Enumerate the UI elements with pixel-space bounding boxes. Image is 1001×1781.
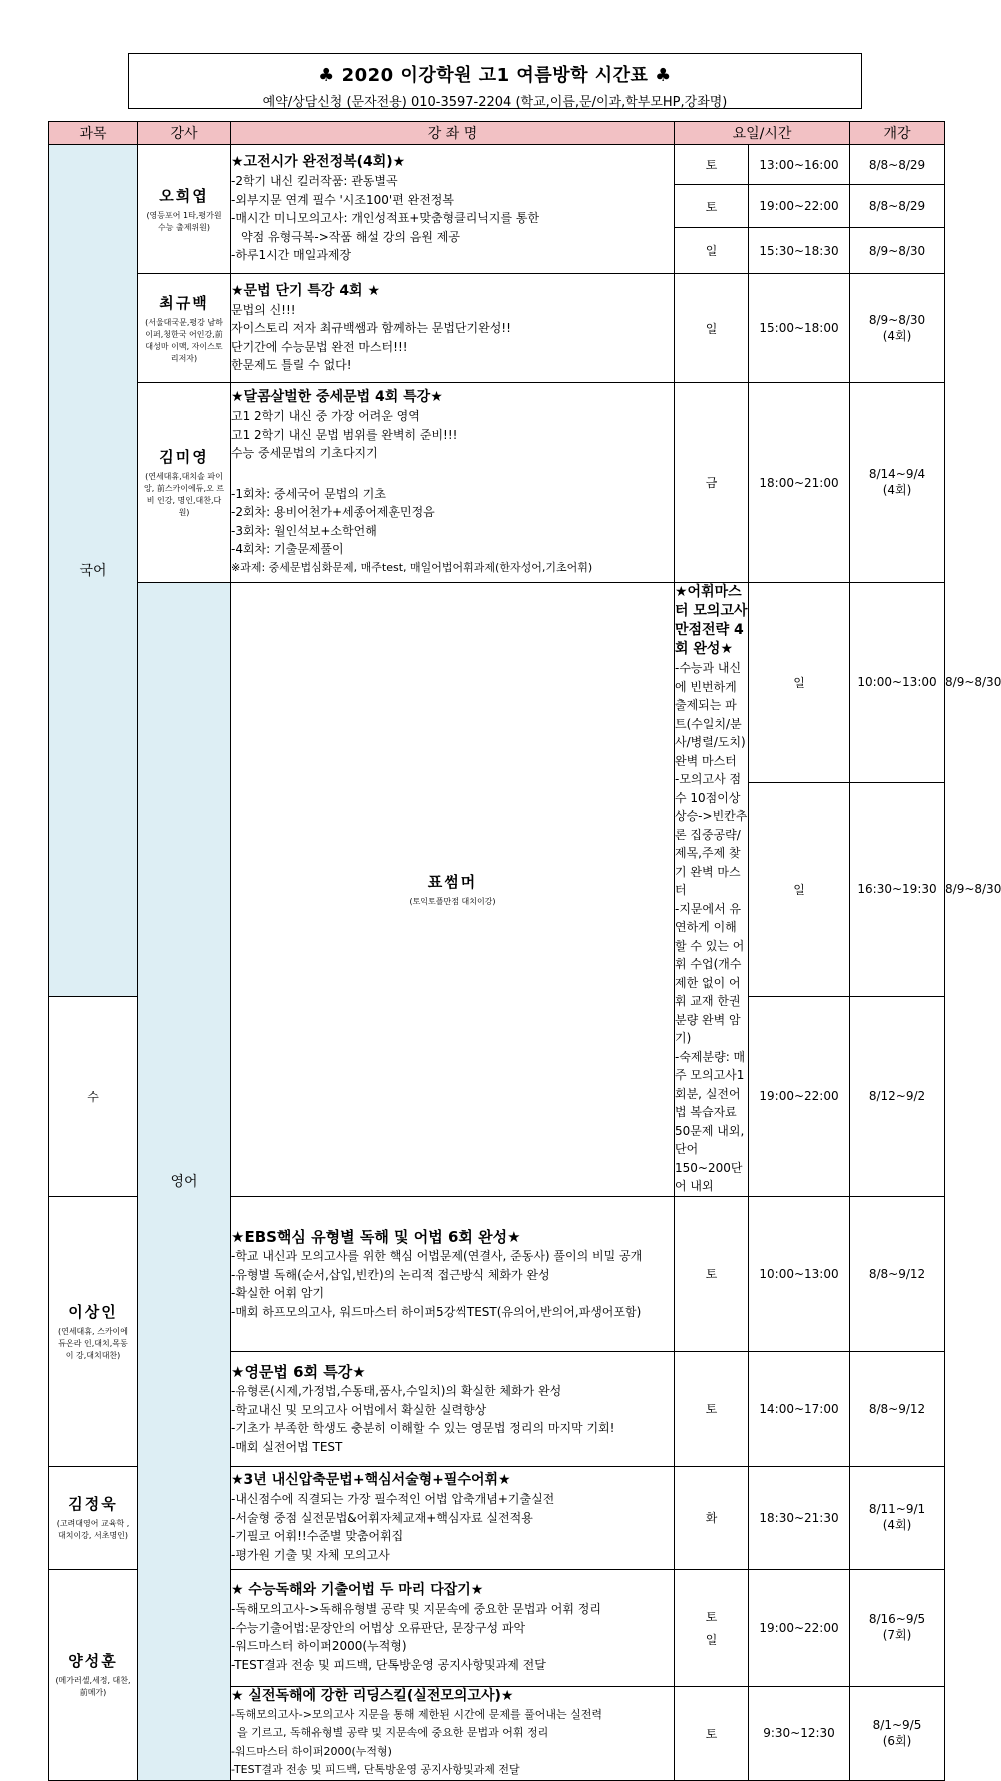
teacher-desc: (고려대영어 교육학 ,대치이강, 서초명인) bbox=[56, 1519, 130, 1540]
day-cell: 토 bbox=[675, 185, 749, 228]
period-range: 8/1~9/5 bbox=[872, 1717, 922, 1732]
period-cell: 8/8~9/12 bbox=[850, 1351, 945, 1466]
period-cell: 8/12~9/2 bbox=[850, 996, 945, 1196]
course-line: 약점 유형극복->작품 해설 강의 음원 제공 bbox=[241, 229, 460, 244]
col-header-daytime: 요일/시간 bbox=[675, 122, 850, 145]
time-cell: 10:00~13:00 bbox=[850, 583, 945, 783]
course-cell bbox=[231, 383, 675, 583]
teacher-cell bbox=[138, 274, 231, 383]
teacher-cell bbox=[49, 1569, 138, 1780]
course-line: -워드마스터 하이퍼2000(누적형) bbox=[231, 1639, 407, 1653]
course-line: -TEST결과 전송 및 피드백, 단톡방운영 공지사항및과제 전달 bbox=[231, 1763, 520, 1776]
course-line: -2회차: 용비어천가+세종어제훈민정음 bbox=[231, 505, 435, 519]
course-line: 고1 2학기 내신 중 가장 어려운 영역 bbox=[231, 409, 420, 423]
course-title: ★고전시가 완전정복(4회)★ bbox=[231, 154, 406, 171]
schedule-table bbox=[48, 121, 1001, 1781]
period-range: 8/11~9/1 bbox=[868, 1502, 926, 1516]
course-line: ※과제: 중세문법심화문제, 매주test, 매일어법어휘과제(한자성어,기초어휘) bbox=[231, 560, 593, 574]
course-line: -TEST결과 전송 및 피드백, 단톡방운영 공지사항및과제 전달 bbox=[231, 1657, 546, 1672]
period-cell bbox=[850, 1686, 945, 1780]
course-line: -숙제분량: 매주 모의고사1회분, 실전어법 복습자료 50문제 내외, 단어 150~200단어 내외 bbox=[675, 1049, 746, 1193]
teacher-name: 김정욱 bbox=[68, 1495, 118, 1513]
course-line: 을 기르고, 독해유형별 공략 및 지문속에 중요한 문법과 어휘 정리 bbox=[237, 1726, 549, 1739]
teacher-name: 이상인 bbox=[68, 1302, 118, 1321]
course-line: 자이스토리 저자 최규백쌤과 함께하는 문법단기완성!! bbox=[231, 321, 511, 335]
time-cell: 19:00~22:00 bbox=[749, 185, 850, 228]
time-cell: 16:30~19:30 bbox=[850, 782, 945, 996]
course-title: ★달콤살벌한 중세문법 4회 특강★ bbox=[231, 389, 443, 405]
page-title: ♣ 2020 이강학원 고1 여름방학 시간표 ♣ bbox=[318, 65, 672, 86]
time-cell: 15:30~18:30 bbox=[749, 228, 850, 274]
teacher-name: 최규백 bbox=[159, 293, 209, 312]
course-line: -하루1시간 매일과제장 bbox=[231, 248, 352, 263]
teacher-cell bbox=[231, 583, 675, 1197]
teacher-name: 표썸머 bbox=[427, 872, 478, 891]
table-row: 일 16:30~19:30 8/9~8/30 bbox=[49, 782, 945, 996]
course-line-blank bbox=[231, 463, 674, 485]
course-cell bbox=[675, 583, 749, 1197]
day-cell: 일 bbox=[749, 782, 850, 996]
course-title: ★어휘마스터 모의고사 만점전략 4회 완성★ bbox=[675, 584, 748, 657]
teacher-name: 오희엽 bbox=[159, 186, 209, 205]
course-title: ★ 수능독해와 기출어법 두 마리 다잡기★ bbox=[231, 1582, 484, 1598]
day-cell: 수 bbox=[49, 996, 138, 1196]
course-title: ★ 실전독해에 강한 리딩스킬(실전모의고사)★ bbox=[231, 1687, 514, 1704]
session-count: (7회) bbox=[882, 1628, 912, 1642]
course-cell bbox=[231, 1351, 675, 1466]
table-row bbox=[49, 145, 945, 185]
time-cell: 10:00~13:00 bbox=[749, 1196, 850, 1351]
teacher-cell bbox=[49, 1466, 138, 1569]
teacher-cell bbox=[49, 1196, 138, 1466]
course-line: -모의고사 점수 10점이상 상승->빈칸추론 집중공략/제목,주제 찾기 완벽 마스터 bbox=[675, 772, 748, 897]
day-cell: 금 bbox=[675, 383, 749, 583]
period-range: 8/14~9/4 bbox=[868, 467, 926, 481]
time-cell: 9:30~12:30 bbox=[749, 1686, 850, 1780]
col-header-start: 개강 bbox=[850, 122, 945, 145]
course-line: -유형론(시제,가정법,수동태,품사,수일치)의 확실한 체화가 완성 bbox=[231, 1384, 562, 1398]
course-line: -평가원 기출 및 자체 모의고사 bbox=[231, 1547, 390, 1562]
time-cell: 19:00~22:00 bbox=[749, 996, 850, 1196]
course-line: -1회차: 중세국어 문법의 기초 bbox=[231, 486, 386, 501]
course-line: -지문에서 유연하게 이해할 수 있는 어휘 수업(개수 제한 없이 어휘 교재 한권분량 완벽 암기) bbox=[675, 901, 745, 1045]
course-line: -3회차: 월인석보+소학언해 bbox=[231, 523, 377, 538]
course-line: 고1 2학기 내신 문법 범위를 완벽히 준비!!! bbox=[231, 427, 458, 442]
period-cell: 8/8~8/29 bbox=[850, 185, 945, 228]
header-row bbox=[49, 122, 945, 145]
teacher-desc: (토익토플만점 대치이강) bbox=[409, 896, 496, 906]
day-cell: 토 bbox=[675, 1196, 749, 1351]
course-cell bbox=[231, 1569, 675, 1686]
period-range: 8/9~8/30 bbox=[868, 312, 926, 327]
course-line: -수능과 내신에 빈번하게 출제되는 파트(수일치/분사/병렬/도치) 완벽 마스터 bbox=[675, 661, 746, 768]
day-value: 일 bbox=[705, 1632, 718, 1647]
day-cell: 토 bbox=[675, 1351, 749, 1466]
course-title: ★3년 내신압축문법+핵심서술형+필수어휘★ bbox=[231, 1472, 511, 1488]
session-count: (4회) bbox=[882, 483, 912, 497]
course-line: -2학기 내신 킬러작품: 관동별곡 bbox=[231, 174, 398, 189]
time-cell: 18:30~21:30 bbox=[749, 1466, 850, 1569]
course-line: -매시간 미니모의고사: 개인성적표+맞춤형클리닉지를 통한 bbox=[231, 211, 540, 226]
day-cell: 토 bbox=[675, 1686, 749, 1780]
session-count: (4회) bbox=[882, 1518, 912, 1532]
period-cell: 8/8~9/12 bbox=[850, 1196, 945, 1351]
col-header-course: 강 좌 명 bbox=[231, 122, 675, 145]
course-line: -학교내신 및 모의고사 어법에서 확실한 실력향상 bbox=[231, 1402, 487, 1417]
period-range: 8/16~9/5 bbox=[868, 1612, 926, 1626]
col-header-subject: 과목 bbox=[49, 122, 138, 145]
time-cell: 18:00~21:00 bbox=[749, 383, 850, 583]
teacher-name: 김미영 bbox=[159, 448, 209, 466]
course-line: -수능기출어법:문장안의 어법상 오류판단, 문장구성 파악 bbox=[231, 1620, 526, 1635]
course-line: -외부지문 연계 필수 '시조100'편 완전정복 bbox=[231, 192, 454, 207]
course-cell bbox=[231, 1466, 675, 1569]
course-line: -매회 하프모의고사, 워드마스터 하이퍼5강씩TEST(유의어,반의어,파생어포함) bbox=[231, 1304, 642, 1319]
time-cell: 14:00~17:00 bbox=[749, 1351, 850, 1466]
period-cell bbox=[850, 383, 945, 583]
course-line: -서술형 중점 실전문법&어휘자체교재+핵심자료 실전적용 bbox=[231, 1510, 533, 1525]
page-subtitle: 예약/상담신청 (문자전용) 010-3597-2204 (학교,이름,문/이과,학부모HP,강좌명) bbox=[262, 95, 728, 110]
teacher-desc: (메가러셀,세정, 대찬,前메가) bbox=[55, 1676, 131, 1697]
teacher-cell bbox=[138, 145, 231, 274]
course-line: -매회 실전어법 TEST bbox=[231, 1439, 343, 1454]
course-title: ★문법 단기 특강 4회 ★ bbox=[231, 282, 381, 299]
time-cell: 15:00~18:00 bbox=[749, 274, 850, 383]
course-cell bbox=[231, 274, 675, 383]
table-row: 영어 표썸머 (토익토플만점 대치이강) ★어휘마스터 모의고사 만점전략 4회 완성★ -수능과 내신에 빈번하게 출제되는 파트(수일치/분사/병렬/도치) 완벽 마스터 -모의고사 점수 10점이상 상승->빈칸추론 집중공략/제목,주제 찾기 완벽 마스터 -지문에서 유연하게 이해할 수 있는 어휘 수업(개수 제한 없이 어휘 교재 한권분량 완벽 암기) -숙제분량: 매주 모의고사1회분, 실전어법 복습자료 50문제 내외, 단어 150~200단어 내외 일 10:00~13:00 8/9~8/30 bbox=[49, 583, 945, 783]
day-value: 토 bbox=[705, 1609, 718, 1624]
course-line: 한문제도 틀릴 수 없다! bbox=[231, 358, 352, 372]
time-cell: 19:00~22:00 bbox=[749, 1569, 850, 1686]
course-line: -4회차: 기출문제풀이 bbox=[231, 542, 344, 556]
course-line: -학교 내신과 모의고사를 위한 핵심 어법문제(연결사, 준동사) 풀이의 비밀 공개 bbox=[231, 1249, 643, 1263]
teacher-name: 양성훈 bbox=[68, 1652, 118, 1670]
session-count: (4회) bbox=[882, 328, 912, 343]
table-row bbox=[49, 383, 945, 583]
course-line: -기필코 어휘!!수준별 맞춤어휘집 bbox=[231, 1529, 404, 1543]
course-cell bbox=[231, 145, 675, 274]
teacher-desc: (연세대휴, 스카이에듀온라 인,대치,목동이 강,대치대찬) bbox=[57, 1326, 129, 1360]
course-cell bbox=[231, 1686, 675, 1780]
teacher-desc: (서울대국문,평강 남하이퍼,청한국 어인강,前대성마 이맥, 자이스토리저자) bbox=[145, 317, 223, 363]
course-cell bbox=[231, 1196, 675, 1351]
day-cell: 일 bbox=[749, 583, 850, 783]
day-cell: 토 bbox=[675, 145, 749, 185]
course-title: ★EBS핵심 유형별 독해 및 어법 6회 완성★ bbox=[231, 1228, 521, 1246]
course-line: -기초가 부족한 학생도 충분히 이해할 수 있는 영문법 정리의 마지막 기회! bbox=[231, 1421, 615, 1435]
course-line: 문법의 신!!! bbox=[231, 302, 296, 317]
subject-english: 영어 bbox=[138, 583, 231, 1781]
day-cell: 일 bbox=[675, 228, 749, 274]
day-cell bbox=[675, 1569, 749, 1686]
course-line: -내신점수에 직결되는 가장 필수적인 어법 압축개념+기출실전 bbox=[231, 1492, 555, 1506]
col-header-teacher: 강사 bbox=[138, 122, 231, 145]
time-cell: 13:00~16:00 bbox=[749, 145, 850, 185]
course-line: 단기간에 수능문법 완전 마스터!!! bbox=[231, 339, 408, 354]
course-line: 수능 중세문법의 기초다지기 bbox=[231, 446, 378, 460]
day-cell: 화 bbox=[675, 1466, 749, 1569]
teacher-desc: (연세대휴,대치솔 파이앙, 前스카이에듀,오 르비 인강, 명인,대찬,다원) bbox=[144, 472, 224, 517]
table-row bbox=[49, 274, 945, 383]
course-line: -워드마스터 하이퍼2000(누적형) bbox=[231, 1744, 392, 1758]
course-line: -독해모의고사->독해유형별 공략 및 지문속에 중요한 문법과 어휘 정리 bbox=[231, 1602, 601, 1616]
day-cell: 일 bbox=[675, 274, 749, 383]
period-cell bbox=[850, 274, 945, 383]
course-line: -확실한 어휘 암기 bbox=[231, 1286, 325, 1300]
title-box bbox=[128, 53, 862, 109]
period-cell: 8/9~8/30 bbox=[850, 228, 945, 274]
course-title: ★영문법 6회 특강★ bbox=[231, 1363, 366, 1381]
course-line: -유형별 독해(순서,삽입,빈칸)의 논리적 접근방식 체화가 완성 bbox=[231, 1267, 550, 1282]
period-cell bbox=[850, 1466, 945, 1569]
session-count: (6회) bbox=[882, 1733, 912, 1748]
subject-korean: 국어 bbox=[49, 145, 138, 997]
teacher-desc: (영등포어 1타,평가원수능 출제위원) bbox=[146, 210, 222, 232]
period-cell: 8/8~8/29 bbox=[850, 145, 945, 185]
period-cell bbox=[850, 1569, 945, 1686]
teacher-cell bbox=[138, 383, 231, 583]
course-line: -독해모의고사->모의고사 지문을 통해 제한된 시간에 문제를 풀어내는 실전력 bbox=[231, 1707, 603, 1721]
